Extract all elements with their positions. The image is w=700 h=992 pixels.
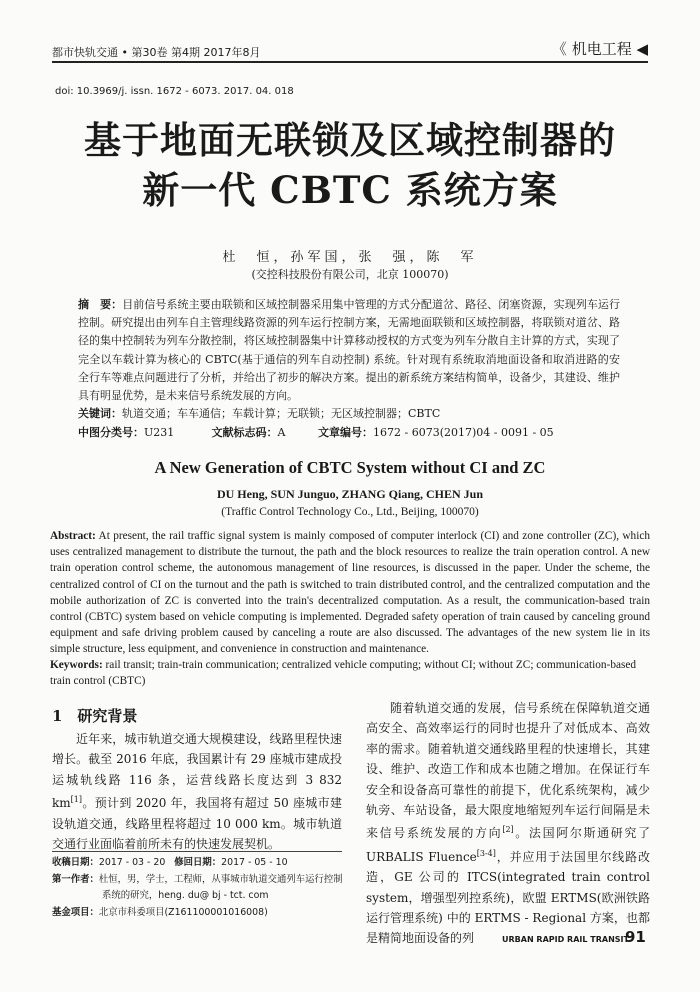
received-date: 2017 - 03 - 20: [98, 857, 166, 868]
revised-label: 修回日期：: [174, 857, 222, 868]
fund-info: 北京市科委项目(Z161100001016008): [98, 907, 268, 918]
footer-journal: URBAN RAPID RAIL TRANSIT: [502, 935, 629, 944]
section-header: 《 机电工程 ◀: [551, 40, 648, 58]
author-info: 杜恒，男，学士，工程师，从事城市轨道交通列车运行控制: [98, 874, 343, 885]
body-text: 随着轨道交通的发展，信号系统在保障轨道交通高安全、高效率运行的同时也提升了对低成本、高效率的需求。随着轨道交通线路里程的快速增长，其建设、维护、改造工作和成本也随之增加。在保证行车安全和设备高可靠性的前提下，优化系统架构，减少轨旁、车站设备，最大限度地缩短列车运行间隔是未来信号系统发展的方向: [366, 701, 650, 841]
keywords-cn-label: 关键词：: [78, 407, 122, 420]
title-line-1: 基于地面无联锁及区域控制器的: [84, 118, 616, 162]
footnote-author-cont: 系统的研究，heng. du@ bj - tct. com: [102, 890, 269, 901]
body-right-paragraph: [366, 698, 650, 949]
doc-code-label: 文献标志码：: [211, 426, 278, 439]
authors: 杜 恒，孙军国，张 强，陈 军: [222, 250, 478, 265]
received-label: 收稿日期：: [52, 857, 99, 868]
english-affiliation: (Traffic Control Technology Co., Ltd., Beijing, 100070): [221, 506, 479, 518]
article-no-label: 文章编号：: [318, 426, 373, 439]
classification-line: [78, 424, 554, 440]
body-text: 。预计到 2020 年，我国将有超过 50 座城市建设轨道交通，线路里程将超过 10 000 km。城市轨道交通行业面临着前所未有的快速发展契机。: [52, 796, 342, 852]
footnote-rule: [52, 851, 342, 852]
english-abstract-text: At present, the rail traffic signal system is mainly composed of computer interlock (CI) and zone controller (ZC), which uses centralized management to distribute the turnout, the path and the block resources to realize the train operation control. A new train operation control scheme, the autonomous management of line resources, is discussed in the paper. Under the scheme, the centralized control of CI on the turnout and the path is switched to train distributed control, and the centralized computation and the mobile authorization of ZC is converted into the train's decentralized computation. As a result, the communication-based train control (CBTC) system based on vehicle computing is implemented. Degraded safety operation of train caused by canceling ground equipment and safe driving problem caused by canceling a route are also discussed. The advantages of the new system lie in its simple structure, less equipment, and convenience in construction and maintenance.: [50, 530, 650, 656]
clc-label: 中图分类号：: [78, 426, 144, 439]
english-keywords-text: rail transit; train-train communication; centralized vehicle computing; without CI; without ZC; communication-based train control (CBTC): [50, 659, 637, 688]
citation-2: [2]: [502, 825, 514, 835]
keywords-cn-text: 轨道交通；车车通信；车载计算；无联锁；无区域控制器；CBTC: [122, 407, 441, 420]
body-text: 近年来，城市轨道交通大规模建设，线路里程快速增长。截至 2016 年底，我国累计有 29 座城市建成投运城轨线路 116 条，运营线路长度达到 3 832 km: [52, 732, 342, 811]
abstract-cn: [78, 296, 620, 405]
revised-date: 2017 - 05 - 10: [221, 857, 288, 868]
footnote-dates: [52, 855, 348, 870]
author-label: 第一作者：: [52, 874, 99, 885]
english-abstract: [50, 528, 650, 658]
english-authors: DU Heng, SUN Junguo, ZHANG Qiang, CHEN Jun: [216, 487, 484, 501]
keywords-cn: [78, 405, 440, 421]
footnote-author: [52, 872, 348, 887]
english-keywords: [50, 657, 650, 689]
page-number: 91: [625, 928, 646, 946]
header-rule: [52, 61, 648, 63]
english-keywords-label: Keywords:: [50, 659, 103, 671]
body-left-paragraph: [52, 729, 342, 854]
affiliation: (交控科技股份有限公司，北京 100070): [251, 268, 449, 281]
english-title: A New Generation of CBTC System without CI and ZC: [154, 458, 546, 477]
citation-3-4: [3-4]: [476, 848, 496, 858]
abstract-cn-text: 目前信号系统主要由联锁和区域控制器采用集中管理的方式分配道岔、路径、闭塞资源，实现列车运行控制。研究提出由列车自主管理线路资源的列车运行控制方案，无需地面联锁和区域控制器，将联锁对道岔、路径的集中控制转为列车分散控制，将区域控制器集中计算移动授权的方式变为列车分散自主计算的方式，实现了完全以车载计算为核心的 CBTC(基于通信的列车自动控制) 系统。针对现有系统取消地面设备和取消进路的安全行车等难点问题进行了分析，并给出了初步的解决方案。提出的新系统方案结构简单，设备少，其建设、维护具有明显优势，是未来信号系统发展的方向。: [78, 298, 620, 403]
doi: doi: 10.3969/j. issn. 1672 - 6073. 2017. 04. 018: [55, 86, 294, 97]
article-no-value: 1672 - 6073(2017)04 - 0091 - 05: [373, 426, 554, 439]
doc-code-value: A: [277, 426, 286, 439]
citation-1: [1]: [70, 795, 82, 805]
fund-label: 基金项目：: [52, 907, 99, 918]
body-text: 。法国阿尔斯通研究了 URBALIS Fluence: [366, 826, 650, 864]
english-abstract-label: Abstract:: [50, 530, 96, 542]
body-text: ，并应用于法国里尔线路改造，GE 公司的 ITCS(integrated train control system，增强型列控系统)，欧盟 ERTMS(欧洲铁路运行管理系统) 中的 ERTMS - Regional 方案，也都是精简地面设备的列: [366, 849, 650, 946]
journal-header: 都市快轨交通 • 第30卷 第4期 2017年8月: [52, 46, 261, 59]
title-line-2: 新一代 CBTC 系统方案: [142, 168, 558, 212]
clc-value: U231: [144, 426, 175, 439]
section-heading: 1 研究背景: [52, 707, 138, 725]
footnote-fund: [52, 905, 348, 920]
abstract-cn-label: 摘 要：: [78, 298, 123, 311]
